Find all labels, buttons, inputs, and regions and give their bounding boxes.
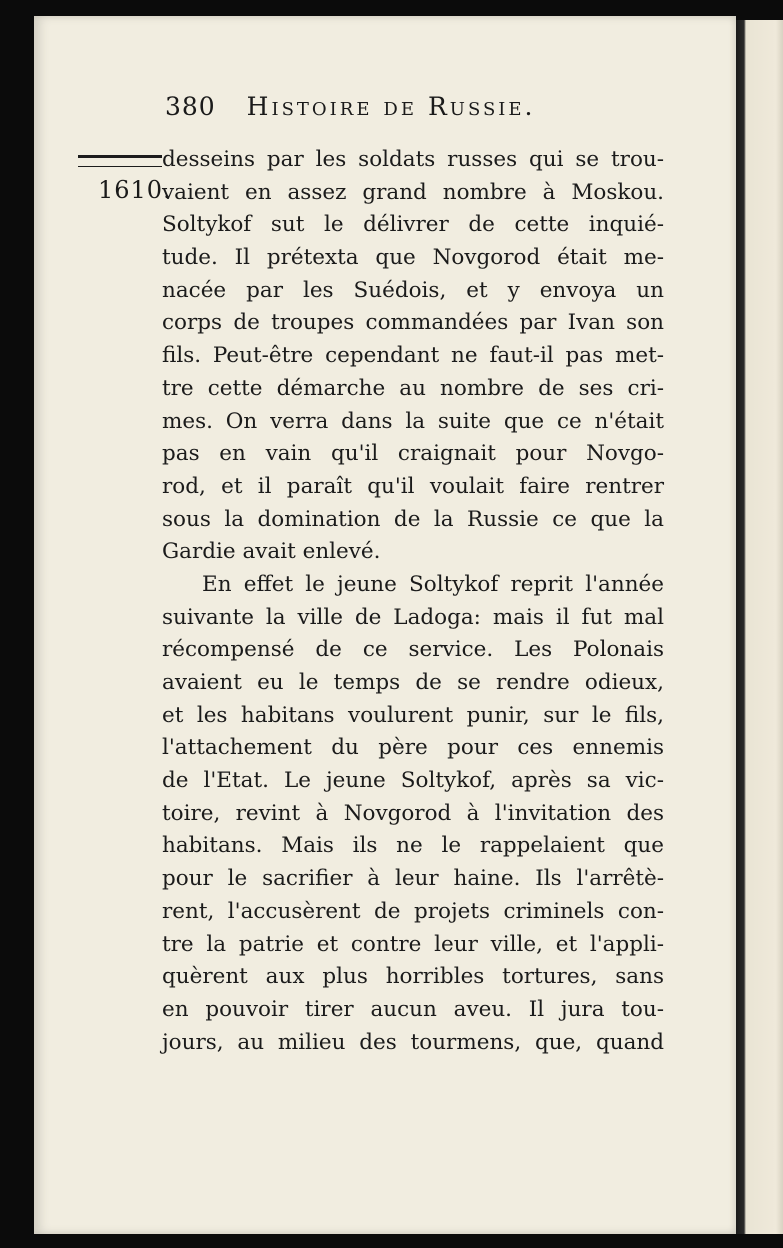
text-line: quèrent aux plus horribles tortures, sans (162, 964, 664, 990)
paragraph-start-line: En effet le jeune Soltykof reprit l'année (202, 571, 664, 597)
text-line: tre la patrie et contre leur ville, et l'appli- (162, 931, 664, 957)
page-number: 380 (165, 92, 216, 121)
text-line: avaient eu le temps de se rendre odieux, (162, 670, 664, 695)
text-line: rod, et il paraît qu'il voulait faire rentrer (162, 473, 664, 499)
text-line: en pouvoir tirer aucun aveu. Il jura tou- (162, 996, 664, 1022)
page-edge (736, 20, 783, 1234)
running-title: Histoire de Russie. (246, 92, 536, 121)
text-line: Gardie avait enlevé. (162, 539, 381, 565)
text-line: corps de troupes commandées par Ivan son (162, 310, 664, 336)
running-header (165, 92, 535, 121)
text-line: tude. Il prétexta que Novgorod était me- (162, 245, 664, 271)
text-line: et les habitans voulurent punir, sur le fils, (162, 702, 664, 728)
margin-year: 1610. (98, 176, 172, 204)
body-text (162, 144, 664, 1059)
continuation-rule (78, 155, 162, 167)
text-line: sous la domination de la Russie ce que la (162, 506, 664, 532)
text-line: jours, au milieu des tourmens, que, quand (162, 1029, 664, 1055)
text-line: récompensé de ce service. Les Polonais (162, 637, 664, 663)
text-line: vaient en assez grand nombre à Moskou. (162, 179, 664, 205)
text-line: l'attachement du père pour ces ennemis (162, 735, 664, 761)
text-line: desseins par les soldats russes qui se trou- (162, 147, 664, 172)
text-line: toire, revint à Novgorod à l'invitation des (162, 800, 664, 826)
text-line: Soltykof sut le délivrer de cette inquié- (162, 212, 664, 238)
text-line: mes. On verra dans la suite que ce n'était (162, 408, 664, 434)
text-line: de l'Etat. Le jeune Soltykof, après sa vic- (162, 768, 664, 794)
text-line: fils. Peut-être cependant ne faut-il pas met- (162, 343, 664, 369)
text-line: tre cette démarche au nombre de ses cri- (162, 375, 664, 401)
text-line: pour le sacrifier à leur haine. Ils l'arrêtè- (162, 866, 664, 892)
text-line: suivante la ville de Ladoga: mais il fut mal (162, 604, 664, 630)
text-line: nacée par les Suédois, et y envoya un (162, 277, 664, 303)
text-line: habitans. Mais ils ne le rappelaient que (162, 833, 664, 859)
text-line: rent, l'accusèrent de projets criminels con- (162, 898, 664, 924)
text-line: pas en vain qu'il craignait pour Novgo- (162, 441, 664, 467)
